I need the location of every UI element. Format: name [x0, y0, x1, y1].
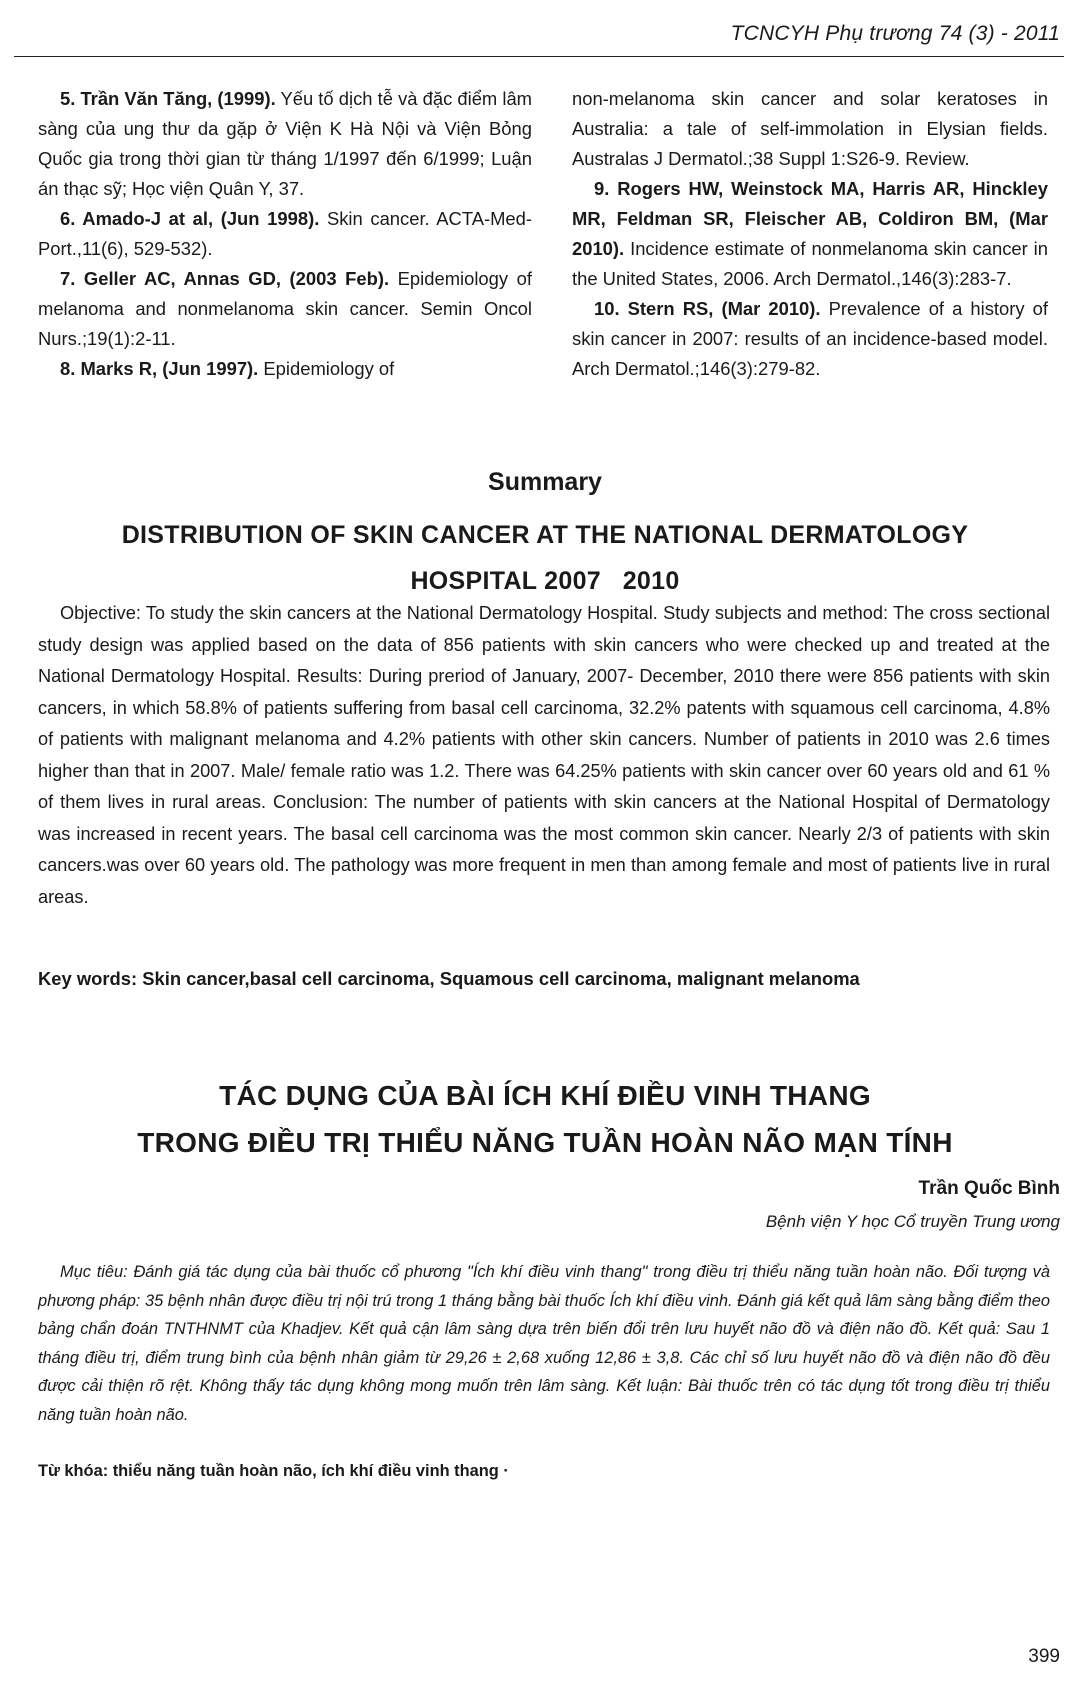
reference-authors: 8. Marks R, (Jun 1997). — [60, 358, 259, 379]
reference-text: Epidemiology of — [258, 358, 395, 379]
reference-item — [38, 264, 532, 354]
summary-title-line: DISTRIBUTION OF SKIN CANCER AT THE NATIONAL DERMATOLOGY — [121, 521, 969, 549]
references-left-column — [38, 84, 532, 384]
article-title-line: TRONG ĐIỀU TRỊ THIỂU NĂNG TUẦN HOÀN NÃO MẠN TÍNH — [137, 1127, 953, 1158]
article-affiliation: Bệnh viện Y học Cổ truyền Trung ương — [765, 1212, 1060, 1231]
article-title — [40, 1072, 1050, 1166]
reference-continuation: non-melanoma skin cancer and solar keratoses in Australia: a tale of self-immolation in Elysian fields. Australas J Dermatol.;38 Suppl 1:S26-9. Review. — [572, 88, 1048, 169]
reference-text: Incidence estimate of nonmelanoma skin cancer in the United States, 2006. Arch Dermatol.,146(3):283-7. — [572, 238, 1048, 289]
summary-abstract: Objective: To study the skin cancers at the National Dermatology Hospital. Study subjects and method: The cross sectional study design was applied based on the data of 856 patients with skin cancers who were checked up and treated at the National Dermatology Hospital. Results: During preriod of January, 2007- December, 2010 there were 856 patients with skin cancers, in which 58.8% of patients suffering from basal cell carcinoma, 32.2% patents with squamous cell carcinoma, 4.8% of patients with malignant melanoma and 4.2% patients with other skin cancers. Number of patients in 2010 was 2.6 times higher than that in 2007. Male/ female ratio was 1.2. There was 64.25% patients with skin cancer over 60 years old and 61 % of them lives in rural areas. Conclusion: The number of patients with skin cancers at the National Hospital of Dermatology was increased in recent years. The basal cell carcinoma was the most common skin cancer. Nearly 2/3 of patients with skin cancers.was over 60 years old. The pathology was more frequent in men than among female and most of patients live in rural areas. — [38, 603, 1050, 907]
header-rule — [14, 56, 1064, 57]
summary-heading: Summary — [488, 468, 602, 496]
summary-keywords: Key words: Skin cancer,basal cell carcinoma, Squamous cell carcinoma, malignant melanoma — [38, 968, 860, 989]
article-title-line: TÁC DỤNG CỦA BÀI ÍCH KHÍ ĐIỀU VINH THANG — [219, 1080, 871, 1111]
summary-title — [40, 512, 1050, 604]
running-head: TCNCYH Phụ trương 74 (3) - 2011 — [730, 22, 1060, 45]
summary-title-line: HOSPITAL 2007 2010 — [410, 567, 680, 595]
reference-item — [38, 204, 532, 264]
reference-authors: 7. Geller AC, Annas GD, (2003 Feb). — [60, 268, 390, 289]
reference-item — [38, 354, 532, 384]
page-number: 399 — [1028, 1646, 1060, 1667]
reference-text: Yếu tố dịch tễ và đặc điểm lâm sàng của ung thư da gặp ở Viện K Hà Nội và Viện Bỏng Quốc gia trong thời gian từ tháng 1/1997 đến 6/1999; Luận án thạc sỹ; Học viện Quân Y, 37. — [38, 88, 532, 199]
reference-item — [572, 294, 1048, 384]
reference-text: Prevalence of a history of skin cancer in 2007: results of an incidence-based model. Arch Dermatol.;146(3):279-82. — [572, 298, 1048, 379]
reference-authors: 10. Stern RS, (Mar 2010). — [594, 298, 821, 319]
references-right-column — [572, 84, 1048, 384]
reference-text: Epidemiology of melanoma and nonmelanoma skin cancer. Semin Oncol Nurs.;19(1):2-11. — [38, 268, 532, 349]
reference-text: Skin cancer. ACTA-Med-Port.,11(6), 529-532). — [38, 208, 532, 259]
article-keywords: Từ khóa: thiểu năng tuần hoàn não, ích khí điều vinh thang · — [38, 1462, 509, 1480]
article-abstract: Mục tiêu: Đánh giá tác dụng của bài thuốc cổ phương "Ích khí điều vinh thang" trong điều trị thiểu năng tuần hoàn não. Đối tượng và phương pháp: 35 bệnh nhân được điều trị nội trú trong 1 tháng bằng bài thuốc Ích khí điều vinh. Đánh giá kết quả lâm sàng bằng điểm theo bảng chẩn đoán TNTHNMT của Khadjev. Kết quả cận lâm sàng dựa trên biến đổi trên lưu huyết não đồ và điện não đồ. Kết quả: Sau 1 tháng điều trị, điểm trung bình của bệnh nhân giảm từ 29,26 ± 2,68 xuống 12,86 ± 3,8. Các chỉ số lưu huyết não đồ và điện não đồ đều được cải thiện rõ rệt. Không thấy tác dụng không mong muốn trên lâm sàng. Kết luận: Bài thuốc trên có tác dụng tốt trong điều trị thiểu năng tuần hoàn não. — [38, 1263, 1050, 1424]
reference-item — [572, 174, 1048, 294]
reference-authors: 6. Amado-J at al, (Jun 1998). — [60, 208, 320, 229]
reference-item — [38, 84, 532, 204]
reference-authors: 5. Trần Văn Tăng, (1999). — [60, 88, 276, 109]
reference-authors: 9. Rogers HW, Weinstock MA, Harris AR, Hinckley MR, Feldman SR, Fleischer AB, Coldiron BM, (Mar 2010). — [572, 178, 1048, 259]
article-author: Trần Quốc Bình — [918, 1178, 1060, 1199]
